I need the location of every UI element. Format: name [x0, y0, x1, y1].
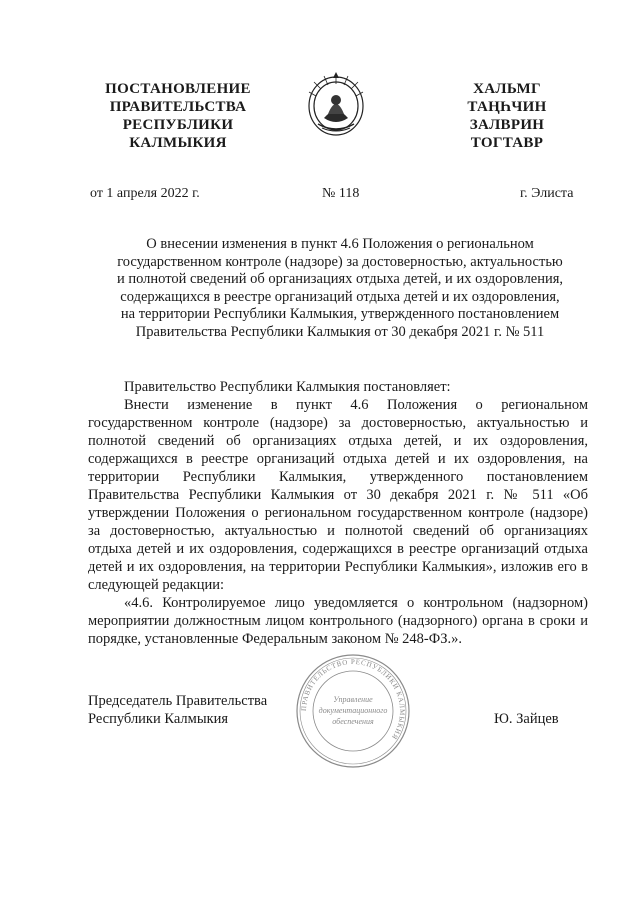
header-left-line: ПРАВИТЕЛЬСТВА: [109, 99, 247, 115]
document-city: г. Элиста: [520, 186, 574, 201]
header-left-line: ПОСТАНОВЛЕНИЕ: [105, 81, 251, 97]
signatory-position: [88, 692, 267, 728]
official-stamp: [294, 652, 412, 770]
stamp-inner-line: Управление: [333, 695, 373, 704]
header-right-line: ТОГТАВР: [470, 135, 544, 151]
header-right-line: ТАҢҺЧИН: [467, 99, 547, 115]
document-title: [90, 236, 590, 342]
title-line: государственном контроле (надзоре) за достоверностью, актуальностью: [117, 253, 563, 270]
signatory-position-line: Республики Калмыкия: [88, 711, 229, 727]
stamp-ring-text: ПРАВИТЕЛЬСТВО РЕСПУБЛИКИ КАЛМЫКИЯ: [299, 657, 407, 742]
document-body: [88, 378, 588, 648]
signatory-name: Ю. Зайцев: [494, 711, 559, 727]
header-right-line: ХАЛЬМГ: [473, 81, 541, 97]
header-left: [92, 80, 264, 152]
coat-of-arms-emblem: [304, 68, 368, 140]
title-line: и полнотой сведений об организациях отдыха детей, и их оздоровления,: [116, 271, 564, 288]
signatory-position-line: Председатель Правительства: [88, 693, 268, 709]
header-right-line: ЗАЛВРИН: [469, 117, 545, 133]
stamp-inner-line: документационного: [318, 706, 388, 715]
body-paragraph-intro: Правительство Республики Калмыкия постановляет:: [124, 379, 451, 395]
header-right: [452, 80, 562, 152]
body-paragraph-change: Внести изменение в пункт 4.6 Положения о региональном государственном контроле (надзоре) за достоверностью, актуальностью и полнотой сведений об организациях отдыха детей, и их оздоровления, содержащихся в реестре организаций отдыха детей и их оздоровления, на территории Республики Калмыкия, утвержденного постановлением Правительства Республики Калмыкия от 30 декабря 2021 г. № 511 «Об утверждении Положения о региональном государственном контроле (надзоре) за достоверностью, актуальностью и полнотой сведений об организациях отдыха детей и их оздоровления, содержащихся в реестре организаций отдыха детей и их оздоровления, на территории Республики Калмыкия», изложив его в следующей редакции:: [88, 397, 588, 593]
header-left-line: РЕСПУБЛИКИ: [122, 117, 234, 133]
body-paragraph-new-text: «4.6. Контролируемое лицо уведомляется о контрольном (надзорном) мероприятии должностным лицом контрольного (надзорного) органа в сроки и порядке, установленные Федеральным законом № 248-ФЗ.».: [88, 595, 588, 647]
header-left-line: КАЛМЫКИЯ: [129, 135, 227, 151]
document-date: от 1 апреля 2022 г.: [90, 186, 200, 201]
title-line: О внесении изменения в пункт 4.6 Положения о региональном: [146, 236, 534, 252]
stamp-inner-line: обеспечения: [332, 717, 374, 726]
title-line: Правительства Республики Калмыкия от 30 декабря 2021 г. № 511: [135, 323, 545, 340]
title-line: содержащихся в реестре организаций отдыха детей и их оздоровления,: [120, 288, 560, 305]
document-number: № 118: [322, 186, 360, 201]
title-line: на территории Республики Калмыкия, утвержденного постановлением: [120, 306, 560, 323]
